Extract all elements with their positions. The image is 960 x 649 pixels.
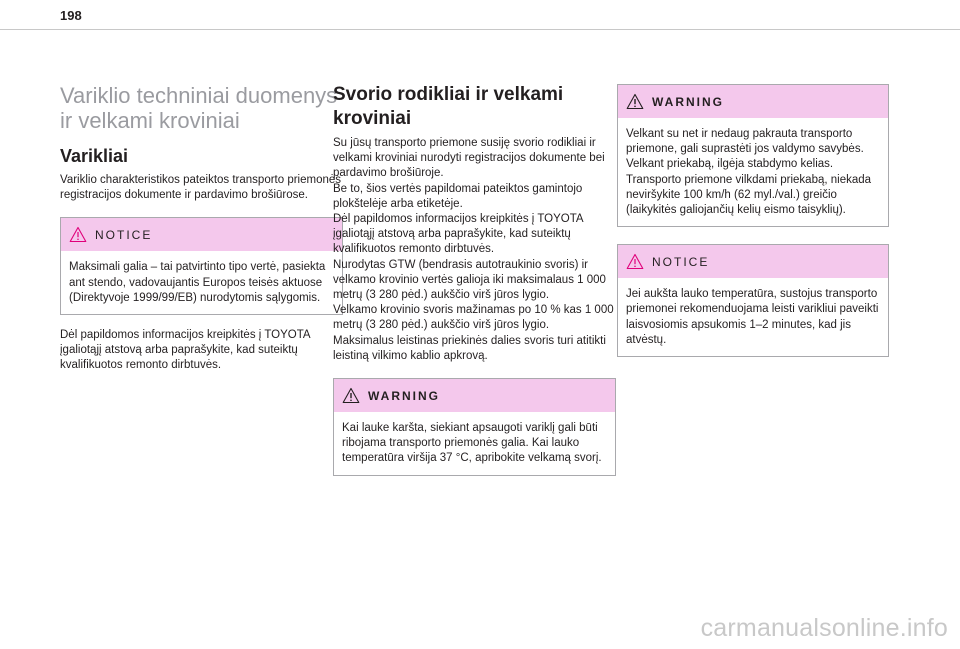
header-divider <box>0 29 960 30</box>
notice-header <box>618 245 888 278</box>
column-2 <box>333 83 616 476</box>
page-number: 198 <box>60 8 82 23</box>
notice-box-cooling <box>617 244 889 357</box>
warning-title: WARNING <box>368 388 440 403</box>
warning-box <box>333 378 616 476</box>
notice-title: NOTICE <box>95 227 153 242</box>
watermark: carmanualsonline.info <box>700 614 948 642</box>
notice-box <box>60 217 343 315</box>
warning-triangle-icon <box>626 253 644 270</box>
warning-triangle-icon <box>342 387 360 404</box>
warning-header <box>618 85 888 118</box>
warning-header <box>334 379 615 412</box>
weights-heading: Svorio rodikliai ir velkami kroviniai <box>333 84 564 129</box>
column-1 <box>60 83 343 374</box>
notice-body: Jei aukšta lauko temperatūra, sustojus transporto priemonei rekomenduojama leisti varikliui paveikti laisvosiomis apsukomis 1–2 minutes, kad jis atvėstų. <box>626 288 879 346</box>
section-title: Variklio techniniai duomenys ir velkami kroviniai <box>60 83 338 133</box>
engines-intro: Variklio charakteristikos pateiktos transporto priemonės registracijos dokumente ir pardavimo brošiūrose. <box>60 174 342 202</box>
warning-body: Velkant su net ir nedaug pakrauta transporto priemone, gali suprastėti jos valdymo savybės. Velkant priekabą, ilgėja stabdymo kelias. Transporto priemone vilkdami priekabą, niekada neviršykite 100 km/h (62 myl./val.) greičio (laikykitės galiojančių kelių eismo taisyklių). <box>626 128 872 217</box>
contact-dealer-text: Dėl papildomos informacijos kreipkitės į TOYOTA įgaliotąjį atstovą arba paprašykite, kad suteiktų kvalifikuotos remonto dirbtuvės. <box>60 329 310 372</box>
warning-body: Kai lauke karšta, siekiant apsaugoti variklį gali būti ribojama transporto priemonės galia. Kai lauko temperatūra viršija 37 °C, apribokite velkamą svorį. <box>342 422 602 465</box>
notice-body: Maksimali galia – tai patvirtinto tipo vertė, pasiekta ant stendo, vadovaujantis Europos teisės aktuose (Direktyvoje 1999/99/EB) nurodytomis sąlygomis. <box>69 261 326 304</box>
column-3 <box>617 84 889 357</box>
notice-title: NOTICE <box>652 254 710 269</box>
warning-box-towing <box>617 84 889 227</box>
weights-body: Su jūsų transporto priemone susiję svorio rodikliai ir velkami kroviniai nurodyti registracijos dokumente bei pardavimo brošiūroje. Be to, šios vertės papildomai pateiktos gamintojo plokštelėje arba etiketėje. Dėl papildomos informacijos kreipkitės į TOYOTA įgaliotąjį atstovą arba paprašykite, kad suteiktų kvalifikuotos remonto dirbtuvės. Nurodytas GTW (bendrasis autotraukinio svoris) ir velkamo krovinio vertės galioja iki maksimalaus 1 000 metrų (3 280 pėd.) aukščio virš jūros lygio. Velkamo krovinio svoris mažinamas po 10 % kas 1 000 metrų (3 280 pėd.) aukščio virš jūros lygio. Maksimalus leistinas priekinės dalies svoris turi atitikti leistiną vilkimo kablio apkrovą. <box>333 137 614 362</box>
warning-title: WARNING <box>652 94 724 109</box>
warning-triangle-icon <box>69 226 87 243</box>
notice-header <box>61 218 342 251</box>
warning-triangle-icon <box>626 93 644 110</box>
engines-heading: Varikliai <box>60 146 129 166</box>
